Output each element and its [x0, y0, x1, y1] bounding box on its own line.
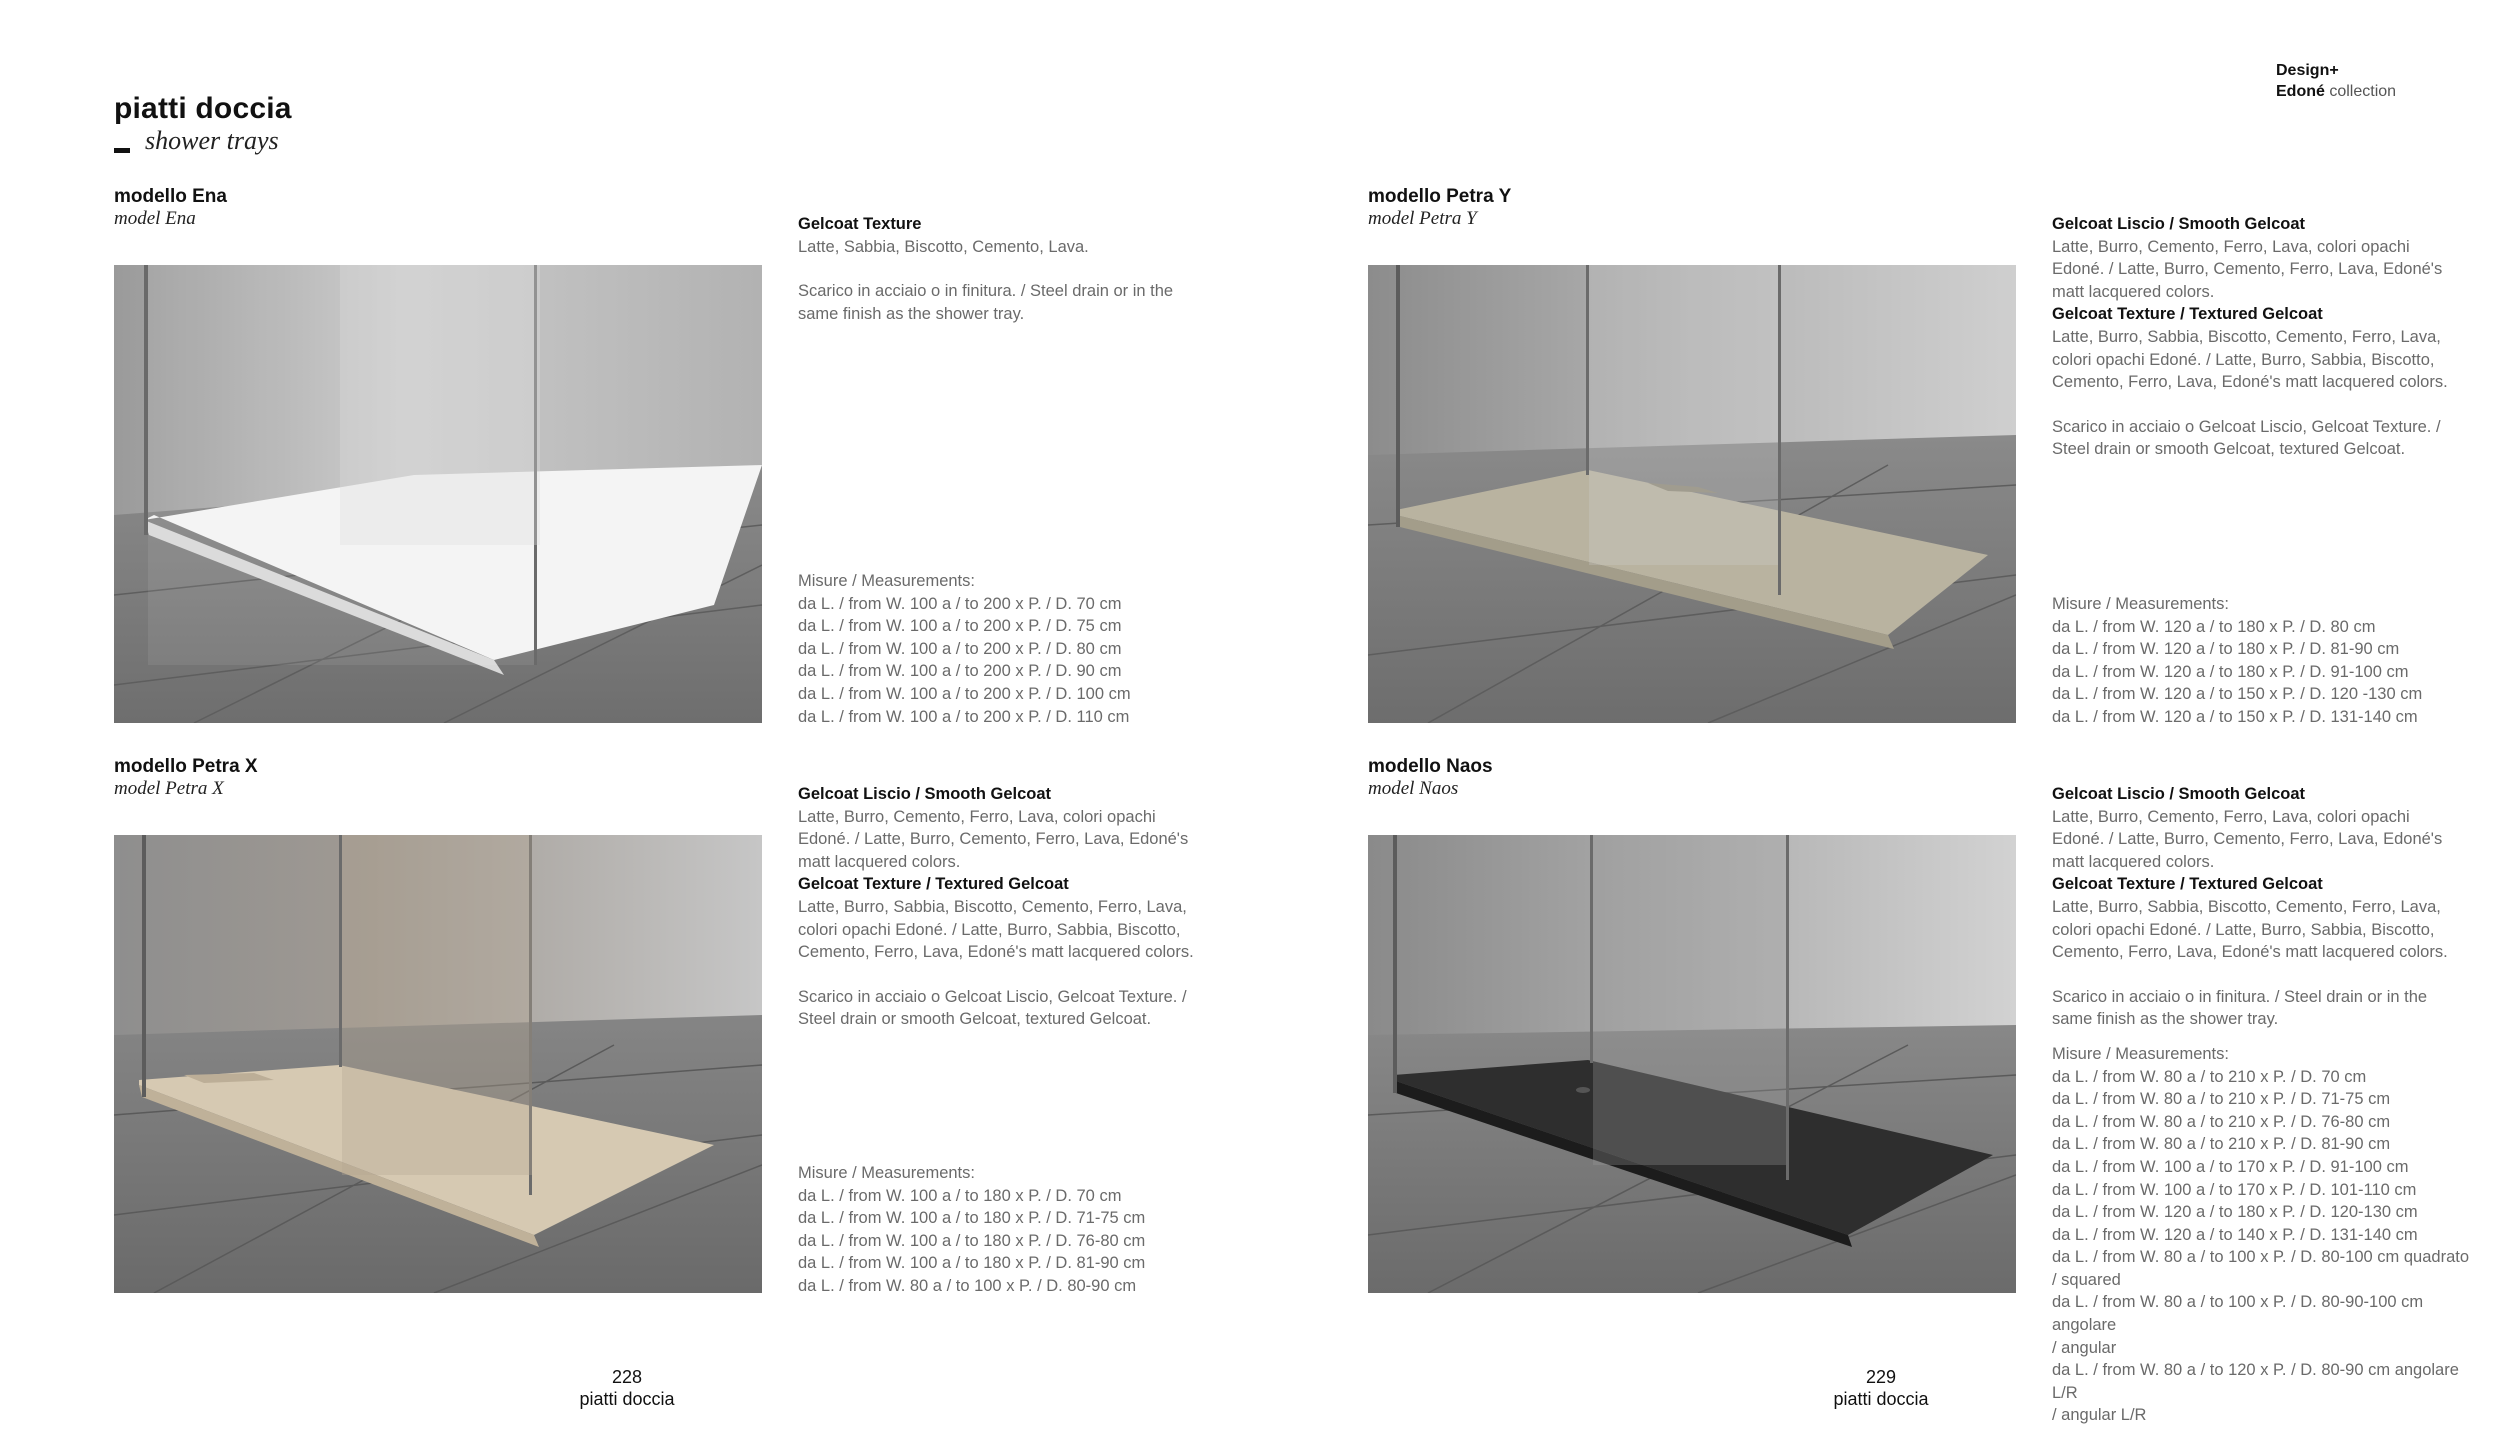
drain-line: Scarico in acciaio o in finitura. / Steel drain or in the — [798, 282, 1174, 301]
measurement-row: da L. / from W. 80 a / to 210 x P. / D. 81-90 cm — [2052, 1135, 2391, 1154]
finish-colors: matt lacquered colors. — [798, 852, 961, 871]
measurement-row: da L. / from W. 80 a / to 100 x P. / D. 80-90 cm — [798, 1276, 1137, 1295]
drain-line: Scarico in acciaio o Gelcoat Liscio, Gelcoat Texture. / — [2052, 417, 2441, 436]
measurement-row: da L. / from W. 120 a / to 180 x P. / D. 80 cm — [2052, 617, 2376, 636]
drain-line: Steel drain or smooth Gelcoat, textured Gelcoat. — [798, 1010, 1152, 1029]
finish-colors: Latte, Burro, Cemento, Ferro, Lava, colori opachi — [2052, 807, 2410, 826]
measurement-row: da L. / from W. 120 a / to 150 x P. / D. 131-140 cm — [2052, 707, 2418, 726]
product-petra-y-photo — [1368, 265, 2016, 723]
measurement-row: da L. / from W. 100 a / to 180 x P. / D. 71-75 cm — [798, 1209, 1146, 1228]
measurement-row: da L. / from W. 100 a / to 180 x P. / D. 76-80 cm — [798, 1231, 1146, 1250]
measurement-row: da L. / from W. 100 a / to 200 x P. / D. 70 cm — [798, 594, 1122, 613]
measurement-row: da L. / from W. 120 a / to 140 x P. / D. 131-140 cm — [2052, 1225, 2418, 1244]
finish-heading: Gelcoat Liscio / Smooth Gelcoat — [798, 785, 1052, 803]
finish-heading: Gelcoat Texture / Textured Gelcoat — [798, 875, 1069, 894]
page-heading — [114, 92, 292, 126]
drain-line: same finish as the shower tray. — [798, 304, 1025, 323]
finish-colors: Cemento, Ferro, Lava, Edoné's matt lacquered colors. — [2052, 373, 2448, 392]
model-name-it: modello Ena — [114, 186, 227, 207]
drain-line: Scarico in acciaio o Gelcoat Liscio, Gelcoat Texture. / — [798, 987, 1187, 1006]
product-naos-specs — [2052, 783, 2472, 1427]
finish-colors: matt lacquered colors. — [2052, 282, 2215, 301]
measurement-row: da L. / from W. 100 a / to 200 x P. / D. 110 cm — [798, 707, 1130, 726]
finish-colors: Latte, Burro, Sabbia, Biscotto, Cemento, Ferro, Lava, — [2052, 897, 2441, 916]
measurement-row: da L. / from W. 80 a / to 100 x P. / D. 80-100 cm quadrato — [2052, 1248, 2470, 1267]
product-petra-x-heading — [114, 756, 258, 800]
measurement-row: da L. / from W. 80 a / to 120 x P. / D. 80-90 cm angolare L/R — [2052, 1361, 2459, 1402]
product-ena-photo — [114, 265, 762, 723]
measurements-title: Misure / Measurements: — [798, 1164, 975, 1182]
measurement-row: da L. / from W. 100 a / to 200 x P. / D. 75 cm — [798, 617, 1122, 636]
model-name-en: model Ena — [114, 208, 196, 229]
finish-heading: Gelcoat Texture / Textured Gelcoat — [2052, 875, 2323, 894]
drain-line: Scarico in acciaio o in finitura. / Steel drain or in the — [2052, 987, 2428, 1006]
measurement-row: da L. / from W. 100 a / to 180 x P. / D. 70 cm — [798, 1186, 1122, 1205]
brand-collection — [2276, 81, 2396, 102]
model-name-en: model Petra X — [114, 778, 224, 799]
finish-colors: Latte, Burro, Cemento, Ferro, Lava, colori opachi — [2052, 237, 2410, 256]
measurement-row: da L. / from W. 80 a / to 210 x P. / D. 71-75 cm — [2052, 1090, 2391, 1109]
product-ena-measures — [798, 570, 1198, 728]
page-footer-left — [527, 1366, 727, 1410]
title-marker — [114, 148, 130, 153]
measurement-row: da L. / from W. 100 a / to 200 x P. / D. 90 cm — [798, 662, 1122, 681]
measurement-row: da L. / from W. 120 a / to 180 x P. / D. 91-100 cm — [2052, 662, 2409, 681]
measurement-row: da L. / from W. 100 a / to 200 x P. / D. 80 cm — [798, 639, 1122, 658]
page-section-label: piatti doccia — [579, 1389, 675, 1409]
finish-colors: colori opachi Edoné. / Latte, Burro, Sabbia, Biscotto, — [2052, 920, 2435, 939]
measurements-title: Misure / Measurements: — [2052, 1044, 2229, 1063]
page-number: 229 — [1865, 1367, 1897, 1387]
product-petra-y-heading — [1368, 186, 1511, 230]
finish-heading: Gelcoat Liscio / Smooth Gelcoat — [2052, 785, 2306, 803]
brand-suffix: collection — [2324, 83, 2397, 100]
finish-colors: matt lacquered colors. — [2052, 852, 2215, 871]
measurement-row: da L. / from W. 120 a / to 180 x P. / D. 120-130 cm — [2052, 1203, 2418, 1222]
finish-colors: colori opachi Edoné. / Latte, Burro, Sabbia, Biscotto, — [798, 920, 1181, 939]
measurement-row: da L. / from W. 80 a / to 210 x P. / D. 76-80 cm — [2052, 1112, 2391, 1131]
model-name-en: model Petra Y — [1368, 208, 1477, 229]
product-naos-photo — [1368, 835, 2016, 1293]
finish-colors: Edoné. / Latte, Burro, Cemento, Ferro, Lava, Edoné's — [2052, 830, 2443, 849]
finish-heading: Gelcoat Texture / Textured Gelcoat — [2052, 305, 2323, 324]
product-petra-y-specs — [2052, 213, 2472, 461]
finish-heading: Gelcoat Texture — [798, 215, 922, 233]
product-naos-heading — [1368, 756, 1493, 800]
measurement-row: da L. / from W. 120 a / to 180 x P. / D. 81-90 cm — [2052, 640, 2400, 659]
finish-colors: Latte, Burro, Sabbia, Biscotto, Cemento, Ferro, Lava, — [2052, 327, 2441, 346]
collection-brand — [2276, 60, 2396, 102]
page-number: 228 — [611, 1367, 643, 1387]
measurement-row: da L. / from W. 100 a / to 180 x P. / D. 81-90 cm — [798, 1254, 1146, 1273]
drain-line: Steel drain or smooth Gelcoat, textured Gelcoat. — [2052, 440, 2406, 459]
product-ena-specs — [798, 213, 1198, 325]
measurement-row: da L. / from W. 100 a / to 170 x P. / D. 101-110 cm — [2052, 1180, 2417, 1199]
product-petra-x-measures — [798, 1162, 1198, 1298]
brand-line: Design+ — [2276, 62, 2339, 79]
drain-line: same finish as the shower tray. — [2052, 1010, 2279, 1029]
finish-colors: Cemento, Ferro, Lava, Edoné's matt lacquered colors. — [798, 943, 1194, 962]
section-title: piatti doccia — [114, 92, 292, 125]
measurement-row: / angular — [2052, 1338, 2117, 1357]
model-name-it: modello Petra Y — [1368, 186, 1512, 207]
finish-colors: Latte, Burro, Cemento, Ferro, Lava, colori opachi — [798, 807, 1156, 826]
measurement-row: da L. / from W. 100 a / to 200 x P. / D. 100 cm — [798, 684, 1131, 703]
finish-colors: colori opachi Edoné. / Latte, Burro, Sabbia, Biscotto, — [2052, 350, 2435, 369]
product-petra-x-photo — [114, 835, 762, 1293]
measurements-title: Misure / Measurements: — [798, 572, 975, 590]
finish-colors: Edoné. / Latte, Burro, Cemento, Ferro, Lava, Edoné's — [798, 830, 1189, 849]
model-name-en: model Naos — [1368, 778, 1459, 799]
product-petra-x-specs — [798, 783, 1218, 1031]
measurement-row: / squared — [2052, 1270, 2121, 1289]
finish-heading: Gelcoat Liscio / Smooth Gelcoat — [2052, 215, 2306, 233]
model-name-it: modello Petra X — [114, 756, 258, 777]
finish-colors: Latte, Burro, Sabbia, Biscotto, Cemento, Ferro, Lava, — [798, 897, 1187, 916]
measurement-row: da L. / from W. 100 a / to 170 x P. / D. 91-100 cm — [2052, 1157, 2409, 1176]
product-petra-y-measures — [2052, 593, 2472, 729]
page-section-label: piatti doccia — [1833, 1389, 1929, 1409]
product-ena-heading — [114, 186, 227, 230]
measurement-row: da L. / from W. 120 a / to 150 x P. / D. 120 -130 cm — [2052, 685, 2423, 704]
measurement-row: da L. / from W. 80 a / to 100 x P. / D. 80-90-100 cm angolare — [2052, 1293, 2424, 1335]
section-subtitle: shower trays — [145, 126, 279, 155]
measurement-row: / angular L/R — [2052, 1406, 2147, 1425]
model-name-it: modello Naos — [1368, 756, 1493, 777]
finish-colors: Latte, Sabbia, Biscotto, Cemento, Lava. — [798, 237, 1089, 256]
finish-colors: Edoné. / Latte, Burro, Cemento, Ferro, Lava, Edoné's — [2052, 260, 2443, 279]
brand-name: Edoné — [2276, 83, 2325, 100]
measurements-title: Misure / Measurements: — [2052, 595, 2229, 613]
page-footer-right — [1781, 1366, 1981, 1410]
finish-colors: Cemento, Ferro, Lava, Edoné's matt lacquered colors. — [2052, 943, 2448, 962]
measurement-row: da L. / from W. 80 a / to 210 x P. / D. 70 cm — [2052, 1067, 2367, 1086]
